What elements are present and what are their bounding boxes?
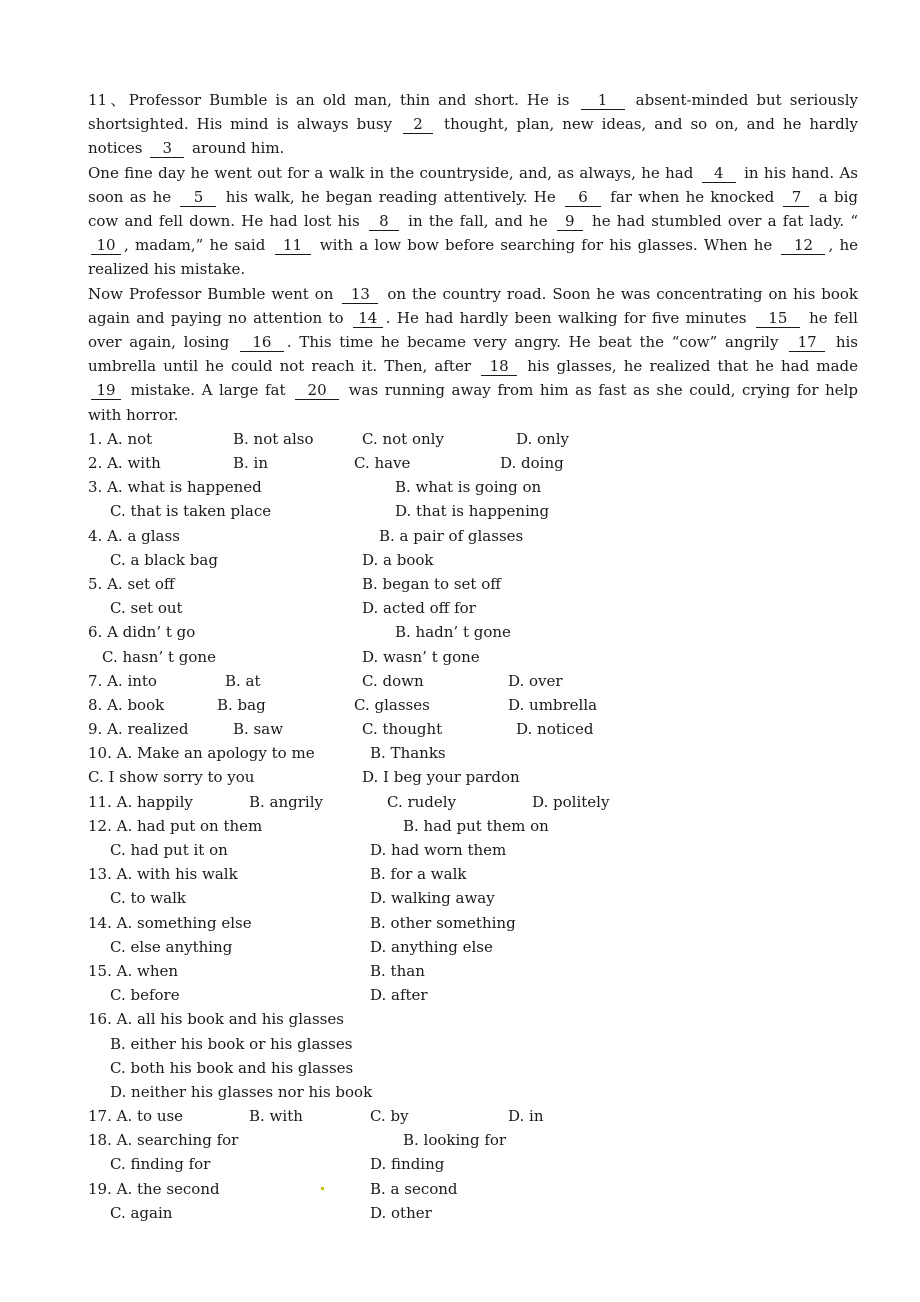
answer-option: 3. A. what is happened bbox=[88, 478, 262, 497]
answer-option: C. not only bbox=[362, 429, 444, 448]
worksheet bbox=[88, 88, 858, 1225]
answer-option: 10. A. Make an apology to me bbox=[88, 744, 315, 763]
answer-option: 18. A. searching for bbox=[88, 1131, 239, 1150]
answer-option: D. politely bbox=[532, 792, 610, 811]
answer-option: 17. A. to use bbox=[88, 1107, 184, 1126]
answer-option: D. acted off for bbox=[362, 599, 476, 618]
question-line bbox=[88, 548, 858, 572]
question-line bbox=[88, 1056, 858, 1080]
question-line bbox=[88, 620, 858, 644]
passage-paragraph-2: One fine day he went out for a walk in the countryside, and, as always, he had 4 in his hand. As soon as he 5 his walk, he began reading attentively. He 6 far when he knocked 7 a big cow and fell down. He had lost his 8 in the fall, and he 9 he had stumbled over a fat lady. “10 , madam,” he said 11 with a low bow before searching for his glasses. When he 12 , he realized his mistake. bbox=[88, 163, 859, 279]
answer-option: D. I beg your pardon bbox=[362, 768, 520, 787]
answer-option: D. a book bbox=[362, 550, 434, 569]
answer-option: 1. A. not bbox=[88, 429, 153, 448]
answer-option: B. bag bbox=[217, 695, 266, 714]
question-line bbox=[88, 1177, 858, 1201]
answer-option: 16. A. all his book and his glasses bbox=[88, 1010, 344, 1029]
answer-option: 4. A. a glass bbox=[88, 526, 180, 545]
question-line bbox=[88, 741, 858, 765]
answer-option: 7. A. into bbox=[88, 671, 157, 690]
answer-option: C. down bbox=[362, 671, 424, 690]
blank-11: 11 bbox=[275, 236, 311, 255]
answer-option: B. had put them on bbox=[403, 816, 549, 835]
answer-option: C. to walk bbox=[110, 889, 186, 908]
answer-option: 12. A. had put on them bbox=[88, 816, 263, 835]
answer-option: C. both his book and his glasses bbox=[110, 1058, 354, 1077]
question-line bbox=[88, 524, 858, 548]
question-line bbox=[88, 862, 858, 886]
blank-5: 5 bbox=[180, 188, 216, 207]
question-line bbox=[88, 451, 858, 475]
answer-option: C. that is taken place bbox=[110, 502, 272, 521]
answer-option: 11. A. happily bbox=[88, 792, 193, 811]
answer-option: B. either his book or his glasses bbox=[110, 1034, 353, 1053]
question-line bbox=[88, 475, 858, 499]
answer-option: D. only bbox=[516, 429, 569, 448]
blank-12: 12 bbox=[781, 236, 825, 255]
answer-option: B. than bbox=[370, 961, 425, 980]
answer-option: B. a pair of glasses bbox=[379, 526, 524, 545]
blank-16: 16 bbox=[240, 333, 284, 352]
blank-17: 17 bbox=[789, 333, 825, 352]
answer-option: 2. A. with bbox=[88, 454, 161, 473]
answer-option: D. over bbox=[508, 671, 563, 690]
answer-option: B. with bbox=[249, 1107, 303, 1126]
blank-20: 20 bbox=[295, 381, 339, 400]
question-list bbox=[88, 427, 858, 1225]
blank-8: 8 bbox=[369, 212, 399, 231]
answer-option: C. set out bbox=[110, 599, 183, 618]
question-line bbox=[88, 814, 858, 838]
answer-option: 9. A. realized bbox=[88, 720, 189, 739]
question-line bbox=[88, 645, 858, 669]
question-line bbox=[88, 983, 858, 1007]
answer-option: B. other something bbox=[370, 913, 516, 932]
answer-option: B. looking for bbox=[403, 1131, 507, 1150]
answer-option: D. wasn’ t gone bbox=[362, 647, 480, 666]
answer-option: D. neither his glasses nor his book bbox=[110, 1082, 373, 1101]
answer-option: C. before bbox=[110, 986, 180, 1005]
blank-13: 13 bbox=[342, 285, 378, 304]
question-line bbox=[88, 596, 858, 620]
question-line bbox=[88, 1080, 858, 1104]
answer-option: 8. A. book bbox=[88, 695, 165, 714]
question-line bbox=[88, 838, 858, 862]
answer-option: C. rudely bbox=[387, 792, 457, 811]
answer-option: B. began to set off bbox=[362, 574, 501, 593]
answer-option: B. saw bbox=[233, 720, 284, 739]
stray-mark bbox=[321, 1187, 324, 1190]
answer-option: 14. A. something else bbox=[88, 913, 252, 932]
blank-2: 2 bbox=[403, 115, 433, 134]
question-line bbox=[88, 669, 858, 693]
answer-option: D. in bbox=[508, 1107, 544, 1126]
answer-option: 19. A. the second bbox=[88, 1179, 220, 1198]
answer-option: B. hadn’ t gone bbox=[395, 623, 511, 642]
question-line bbox=[88, 1128, 858, 1152]
answer-option: B. what is going on bbox=[395, 478, 542, 497]
answer-option: D. umbrella bbox=[508, 695, 598, 714]
question-line bbox=[88, 790, 858, 814]
blank-15: 15 bbox=[756, 309, 800, 328]
question-line bbox=[88, 572, 858, 596]
passage-paragraph-1: 11、Professor Bumble is an old man, thin and short. He is 1 absent-minded but seriously shortsighted. His mind is always busy 2 thought, plan, new ideas, and so on, and he hardly notices 3 around him. bbox=[88, 91, 858, 158]
blank-14: 14 bbox=[353, 309, 383, 328]
question-line bbox=[88, 935, 858, 959]
answer-option: C. finding for bbox=[110, 1155, 211, 1174]
answer-option: D. walking away bbox=[370, 889, 495, 908]
answer-option: B. angrily bbox=[249, 792, 324, 811]
answer-option: C. I show sorry to you bbox=[88, 768, 255, 787]
question-line bbox=[88, 427, 858, 451]
answer-option: C. hasn’ t gone bbox=[102, 647, 216, 666]
answer-option: C. a black bag bbox=[110, 550, 218, 569]
blank-9: 9 bbox=[557, 212, 583, 231]
answer-option: C. again bbox=[110, 1203, 173, 1222]
question-line bbox=[88, 693, 858, 717]
answer-option: B. not also bbox=[233, 429, 314, 448]
question-line bbox=[88, 1152, 858, 1176]
answer-option: B. for a walk bbox=[370, 865, 467, 884]
answer-option: C. glasses bbox=[354, 695, 430, 714]
cloze-passage bbox=[88, 88, 858, 427]
answer-option: C. had put it on bbox=[110, 841, 228, 860]
answer-option: B. at bbox=[225, 671, 261, 690]
answer-option: 6. A didn’ t go bbox=[88, 623, 196, 642]
answer-option: 5. A. set off bbox=[88, 574, 175, 593]
blank-3: 3 bbox=[150, 139, 184, 158]
answer-option: D. anything else bbox=[370, 937, 493, 956]
question-line bbox=[88, 1032, 858, 1056]
question-line bbox=[88, 499, 858, 523]
answer-option: D. other bbox=[370, 1203, 432, 1222]
blank-1: 1 bbox=[581, 91, 625, 110]
answer-option: C. thought bbox=[362, 720, 443, 739]
answer-option: C. else anything bbox=[110, 937, 233, 956]
answer-option: D. after bbox=[370, 986, 428, 1005]
answer-option: D. had worn them bbox=[370, 841, 507, 860]
answer-option: D. finding bbox=[370, 1155, 445, 1174]
question-line bbox=[88, 1201, 858, 1225]
question-line bbox=[88, 1104, 858, 1128]
answer-option: C. by bbox=[370, 1107, 409, 1126]
answer-option: B. Thanks bbox=[370, 744, 446, 763]
answer-option: B. a second bbox=[370, 1179, 458, 1198]
question-line bbox=[88, 886, 858, 910]
answer-option: 15. A. when bbox=[88, 961, 179, 980]
answer-option: D. that is happening bbox=[395, 502, 550, 521]
answer-option: D. noticed bbox=[516, 720, 594, 739]
blank-4: 4 bbox=[702, 164, 736, 183]
blank-19: 19 bbox=[91, 381, 121, 400]
blank-7: 7 bbox=[783, 188, 809, 207]
blank-10: 10 bbox=[91, 236, 121, 255]
question-line bbox=[88, 1007, 858, 1031]
question-line bbox=[88, 911, 858, 935]
question-line bbox=[88, 717, 858, 741]
answer-option: 13. A. with his walk bbox=[88, 865, 238, 884]
question-line bbox=[88, 959, 858, 983]
blank-6: 6 bbox=[565, 188, 601, 207]
answer-option: C. have bbox=[354, 454, 411, 473]
question-line bbox=[88, 765, 858, 789]
answer-option: B. in bbox=[233, 454, 269, 473]
blank-18: 18 bbox=[481, 357, 517, 376]
answer-option: D. doing bbox=[500, 454, 564, 473]
passage-paragraph-3: Now Professor Bumble went on 13 on the country road. Soon he was concentrating on his book again and paying no attention to 14 . He had hardly been walking for five minutes 15 he fell over again, losing 16 . This time he became very angry. He beat the “cow” angrily 17 his umbrella until he could not reach it. Then, after 18 his glasses, he realized that he had made 19 mistake. A large fat 20 was running away from him as fast as she could, crying for help with horror. bbox=[88, 284, 859, 424]
